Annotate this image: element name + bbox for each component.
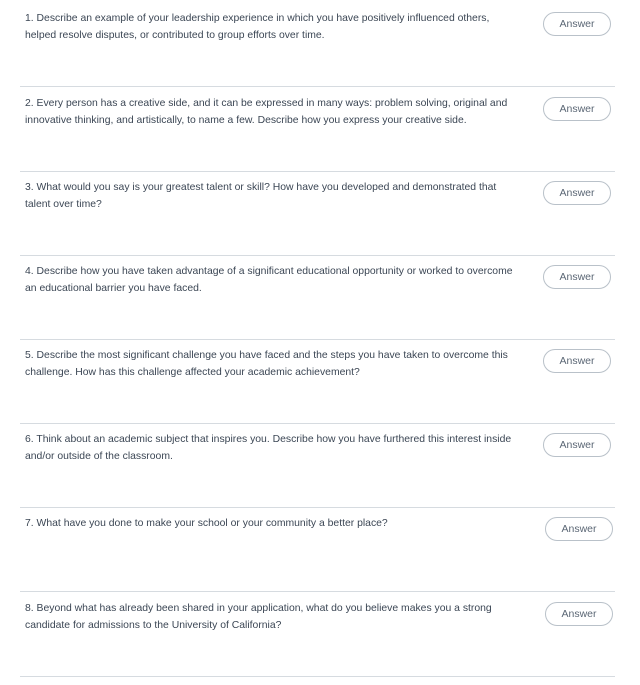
row-divider (20, 86, 615, 87)
question-row (0, 3, 640, 87)
answer-button[interactable]: Answer (545, 602, 613, 626)
answer-button[interactable]: Answer (543, 349, 611, 373)
question-row (0, 256, 640, 340)
question-text: 6. Think about an academic subject that inspires you. Describe how you have furthered this interest inside and/or outside of the classroom. (25, 434, 512, 462)
row-divider (20, 591, 615, 592)
question-row (0, 508, 640, 592)
answer-button[interactable]: Answer (543, 181, 611, 205)
question-text: 7. What have you done to make your school or your community a better place? (25, 518, 388, 529)
question-text: 4. Describe how you have taken advantage of a significant educational opportunity or worked to overcome an educational barrier you have faced. (25, 266, 513, 294)
question-text: 3. What would you say is your greatest talent or skill? How have you developed and demonstrated that talent over time? (25, 182, 497, 210)
answer-button[interactable]: Answer (543, 433, 611, 457)
question-text: 8. Beyond what has already been shared in your application, what do you believe makes you a strong candidate for admissions to the University of California? (25, 603, 492, 631)
answer-button[interactable]: Answer (543, 265, 611, 289)
question-text: 2. Every person has a creative side, and it can be expressed in many ways: problem solving, original and innovative thinking, and artistically, to name a few. Describe how you express your creative side. (25, 98, 508, 126)
answer-button[interactable]: Answer (543, 12, 611, 36)
question-text: 1. Describe an example of your leadership experience in which you have positively influenced others, helped resolve disputes, or contributed to group efforts over time. (25, 13, 490, 41)
question-text: 5. Describe the most significant challenge you have faced and the steps you have taken to overcome this challenge. How has this challenge affected your academic achievement? (25, 350, 508, 378)
answer-button[interactable]: Answer (545, 517, 613, 541)
question-row (0, 172, 640, 256)
question-row (0, 340, 640, 424)
question-row (0, 88, 640, 172)
question-row (0, 593, 640, 677)
question-row (0, 424, 640, 508)
answer-button[interactable]: Answer (543, 97, 611, 121)
row-divider (20, 676, 615, 677)
